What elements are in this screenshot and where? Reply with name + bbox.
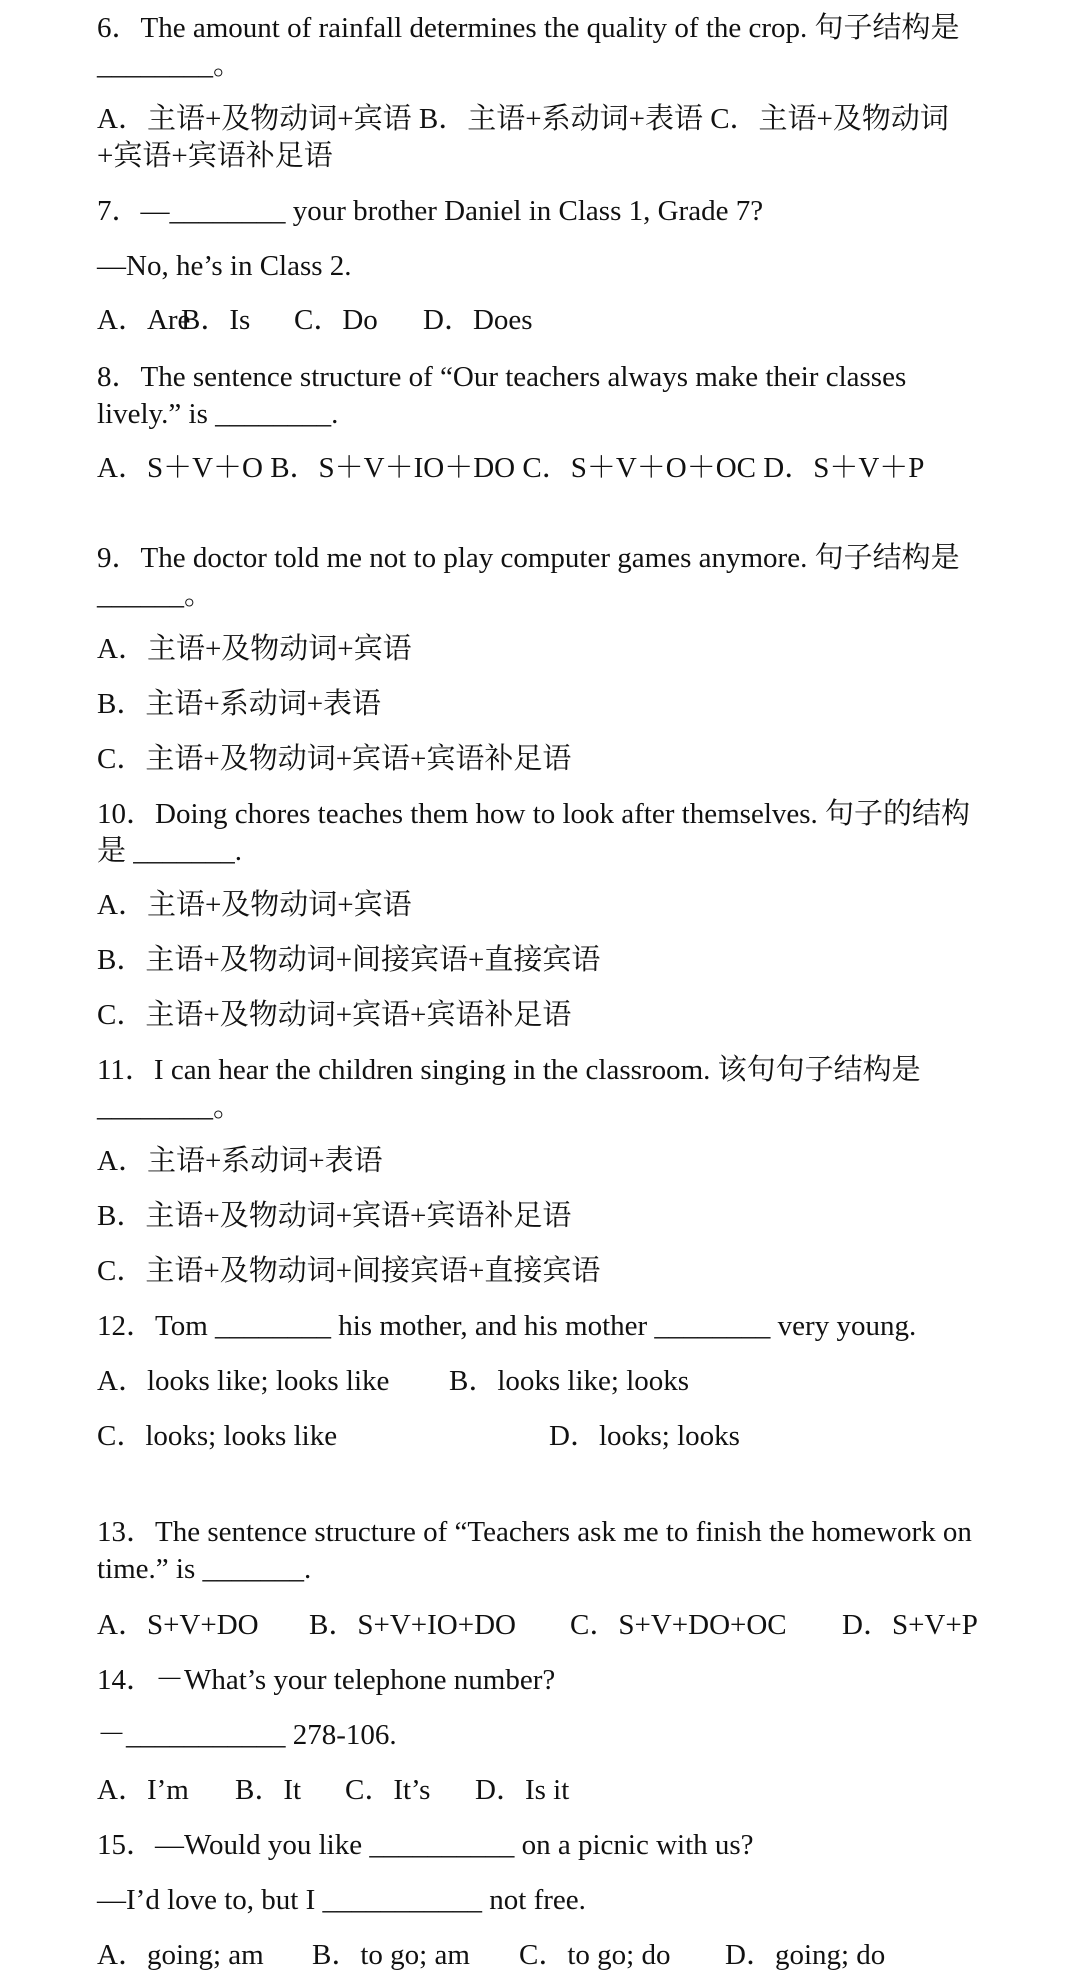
question-12-stem: 12．Tom ________ his mother, and his mother ________ very young. (97, 1310, 917, 1342)
question-9-option-a: A．主语+及物动词+宾语 (97, 633, 412, 665)
question-6-options: A．主语+及物动词+宾语 B．主语+系动词+表语 C．主语+及物动词+宾语+宾语补足语 (97, 103, 949, 172)
question-15-answer-line: —I’d love to, but I ___________ not free. (97, 1884, 586, 1916)
question-10-stem: 10．Doing chores teaches them how to look after themselves. 句子的结构是 _______. (97, 798, 971, 867)
question-13-stem: 13．The sentence structure of “Teachers ask me to finish the homework on time.” is _______. (97, 1516, 972, 1585)
option-a: A．going; am (97, 1939, 264, 1971)
question-14-stem: 14．－What’s your telephone number? (97, 1664, 556, 1696)
option-b: B．It (235, 1774, 302, 1806)
option-c: C．looks; looks like (97, 1420, 338, 1452)
question-11-option-a: A．主语+系动词+表语 (97, 1145, 383, 1177)
question-8-options: A．S＋V＋O B．S＋V＋IO＋DO C．S＋V＋O＋OC D．S＋V＋P (97, 452, 925, 484)
option-b: B．Is (181, 304, 251, 336)
question-9-stem: 9．The doctor told me not to play computer games anymore. 句子结构是______。 (97, 542, 960, 611)
option-a: A．Are (97, 304, 191, 336)
question-10-option-c: C．主语+及物动词+宾语+宾语补足语 (97, 999, 572, 1031)
question-15-stem: 15．—Would you like __________ on a picnic with us? (97, 1829, 754, 1861)
question-14-options (97, 1772, 569, 1809)
question-9-option-c: C．主语+及物动词+宾语+宾语补足语 (97, 743, 572, 775)
option-a: A．I’m (97, 1774, 189, 1806)
option-d: D．going; do (725, 1939, 886, 1971)
option-a: A．S+V+DO (97, 1609, 259, 1641)
option-d: D．S+V+P (842, 1609, 978, 1641)
option-b: B．to go; am (312, 1939, 470, 1971)
option-c: C．to go; do (519, 1939, 671, 1971)
question-7-stem: 7．—________ your brother Daniel in Class 1, Grade 7? (97, 195, 764, 227)
option-c: C．Do (294, 304, 378, 336)
question-7-answer-line: —No, he’s in Class 2. (97, 250, 352, 282)
option-c: C．S+V+DO+OC (570, 1609, 787, 1641)
question-9-option-b: B．主语+系动词+表语 (97, 688, 382, 720)
option-c: C．It’s (345, 1774, 431, 1806)
option-d: D．Is it (475, 1774, 570, 1806)
question-12-options-row1 (97, 1363, 689, 1400)
question-8-stem: 8．The sentence structure of “Our teachers always make their classes lively.” is ________. (97, 361, 907, 430)
question-11-option-c: C．主语+及物动词+间接宾语+直接宾语 (97, 1255, 601, 1287)
question-6-stem: 6．The amount of rainfall determines the quality of the crop. 句子结构是________。 (97, 12, 960, 81)
question-14-answer-line: －___________ 278-106. (97, 1719, 397, 1751)
option-b: B．S+V+IO+DO (309, 1609, 516, 1641)
question-15-options (97, 1937, 885, 1974)
question-12-options-row2 (97, 1418, 740, 1455)
option-d: D．looks; looks (549, 1420, 740, 1452)
option-d: D．Does (423, 304, 533, 336)
question-10-option-b: B．主语+及物动词+间接宾语+直接宾语 (97, 944, 601, 976)
question-11-stem: 11．I can hear the children singing in the classroom. 该句句子结构是________。 (97, 1054, 921, 1123)
question-13-options (97, 1607, 978, 1644)
option-b: B．looks like; looks (449, 1365, 690, 1397)
question-10-option-a: A．主语+及物动词+宾语 (97, 889, 412, 921)
question-11-option-b: B．主语+及物动词+宾语+宾语补足语 (97, 1200, 572, 1232)
question-7-options (97, 302, 533, 339)
option-a: A．looks like; looks like (97, 1365, 390, 1397)
